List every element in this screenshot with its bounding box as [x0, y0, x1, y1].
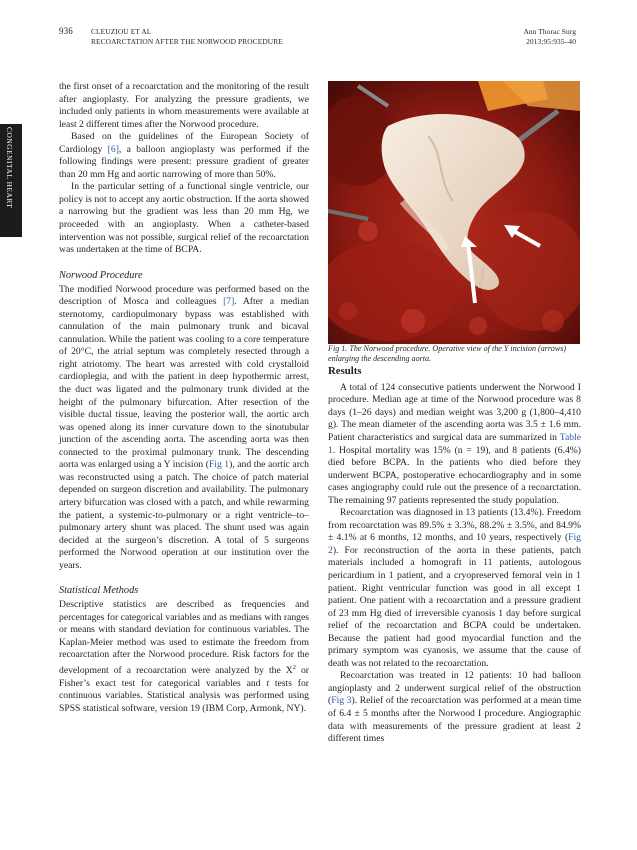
header-journal: Ann Thorac Surg [523, 27, 576, 36]
paragraph-results-3: Recoarctation was treated in 12 patients: 10 had balloon angioplasty and 2 underwent surgical relief of the obstruction (Fig 3). Relief of the recoarctation was performed at a mean time of 6.4 ± 5 months after the Norwood I procedure. Angiographic data with measurements of the pressure gradient at least 2 different times [328, 670, 582, 745]
reference-link-7[interactable]: [7] [223, 296, 235, 308]
figure-1-caption: Fig 1. The Norwood procedure. Operative view of the Y incision (arrows) enlarging the descending aorta. [328, 344, 567, 364]
paragraph-methods-2: Based on the guidelines of the European Society of Cardiology [6], a balloon angioplasty was performed if the following findings were present: pressure gradient of greater than 20 mm Hg and aortic narrowing of more than 50%. [59, 131, 309, 180]
reference-link-6[interactable]: [6] [107, 143, 119, 155]
paragraph-results-1: A total of 124 consecutive patients underwent the Norwood I procedure. Median age at time of the Norwood procedure was 8 days (1–26 days) and median weight was 3,200 g (1,800–4,410 g). The mean diameter of the ascending aorta was 3.5 ± 1.6 mm. Patient characteristics and surgical data are summarized in Table 1. Hospital mortality was 15% (n = 19), and 8 patients (6.4%) died before BCPA. In the patients who died before they underwent BCPA, postoperative echocardiography and in some cases angiography could rule out the presence of a recoarctation. The remaining 97 patients represented the study population. [328, 381, 581, 506]
paragraph-results-2: Recoarctation was diagnosed in 13 patients (13.4%). Freedom from recoarctation was 89.5% ± 3.3%, 88.2% ± 3.5%, and 84.9% ± 4.1% at 6 months, 12 months, and 10 years, respectively (Fig 2). For reconstruction of the aorta in these patients, patch materials included a homograft in 11 patients, autologous pericardium in 1 patient, and a cryopreserved femoral vein in 1 patient. Right ventricular function was good in all except 1 patient. One patient with a recoarctation and a pressure gradient of 23 mm Hg died of irreversible cyanosis 1 day before surgical relief of the recoarctation and BCPA could be undertaken. Because the patient had good myocardial function and the primary symptom was cyanosis, we assume that the cause of death was not related to the recoarctation. [328, 507, 581, 669]
heading-norwood-procedure: Norwood Procedure [59, 269, 143, 281]
figure-1-photo [328, 81, 580, 344]
paragraph-methods-3: In the particular setting of a functional single ventricle, our policy is not to accept any aortic obstruction. If the aorta showed a narrowing but the gradient was less than 20 mm Hg, we proceeded with an angioplasty. When a catheter-based intervention was not possible, surgical relief of the recoarctation was undertaken at the time of BCPA. [59, 181, 309, 256]
header-running-title: RECOARCTATION AFTER THE NORWOOD PROCEDURE [91, 36, 283, 46]
paragraph-norwood: The modified Norwood procedure was performed based on the description of Mosca and colleagues [7]. After a median sternotomy, cardiopulmonary bypass was established with cannulation of the main pulmonary trunk and bicaval cannulation. While the patient was cooling to a core temperature of 20°C, the atrial septum was completely resected through a right atriotomy. The heart was arrested with cold crystalloid cardioplegia, and with the patient in deep hypothermic arrest, the duct was ligated and the pulmonary trunk divided at the height of the pulmonary bifurcation. After resection of the visible ductal tissue, leaving the posterior wall, the aortic arch was opened along its inner curvature down to the sinotubular junction of the ascending aorta. The ascending aorta was then connected to the proximal pulmonary trunk. The descending aorta was enlarged using a Y incision (Fig 1), and the aortic arch was reconstructed using a patch. The choice of patch material depended on surgeon discretion and availability. The pulmonary artery bifurcation was closed with a patch, and while rewarming the patient, a systemic-to-pulmonary or a right ventricle–to–pulmonary artery shunt was placed. The shunt used was again decided at the surgeon’s discretion. A total of 5 surgeons performed the Norwood operation at our institution over the years. [59, 283, 309, 571]
section-tab-label: CONGENITAL HEART [5, 127, 14, 209]
heading-statistical-methods: Statistical Methods [59, 585, 139, 597]
running-header-left [59, 27, 283, 46]
figure-link-2[interactable]: Fig 2 [328, 532, 581, 556]
header-citation: 2013;95:935–40 [526, 36, 576, 46]
page-number: 936 [59, 26, 73, 36]
figure-link-3[interactable]: Fig 3 [331, 695, 352, 707]
header-authors: CLEUZIOU ET AL [91, 27, 152, 36]
paragraph-methods-1: the first onset of a recoarctation and the monitoring of the result after angioplasty. For analyzing the pressure gradients, we included only patients in whom measurements were available at least 2 different times after the Norwood procedure. [59, 81, 309, 130]
table-link-1[interactable]: Table 1 [328, 432, 581, 456]
running-header-right [523, 27, 576, 46]
right-column [328, 81, 581, 746]
heading-results: Results [328, 364, 362, 377]
left-column [59, 81, 309, 715]
paragraph-statistics: Descriptive statistics are described as frequencies and percentages for categorical variables and as medians with ranges or means with standard deviation for continuous variables. The Kaplan-Meier method was used to estimate the freedom from recoarctation after the Norwood procedure. Risk factors for the development of a recoarctation were analyzed by the $X^2$ or Fisher’s exact test for categorical variables and t tests for continuous variables. Statistical analysis was performed using SPSS statistical software, version 19 (IBM Corp, Armonk, NY). [59, 599, 309, 714]
figure-link-1[interactable]: Fig 1 [208, 459, 230, 471]
operative-photo-illustration [328, 81, 580, 344]
